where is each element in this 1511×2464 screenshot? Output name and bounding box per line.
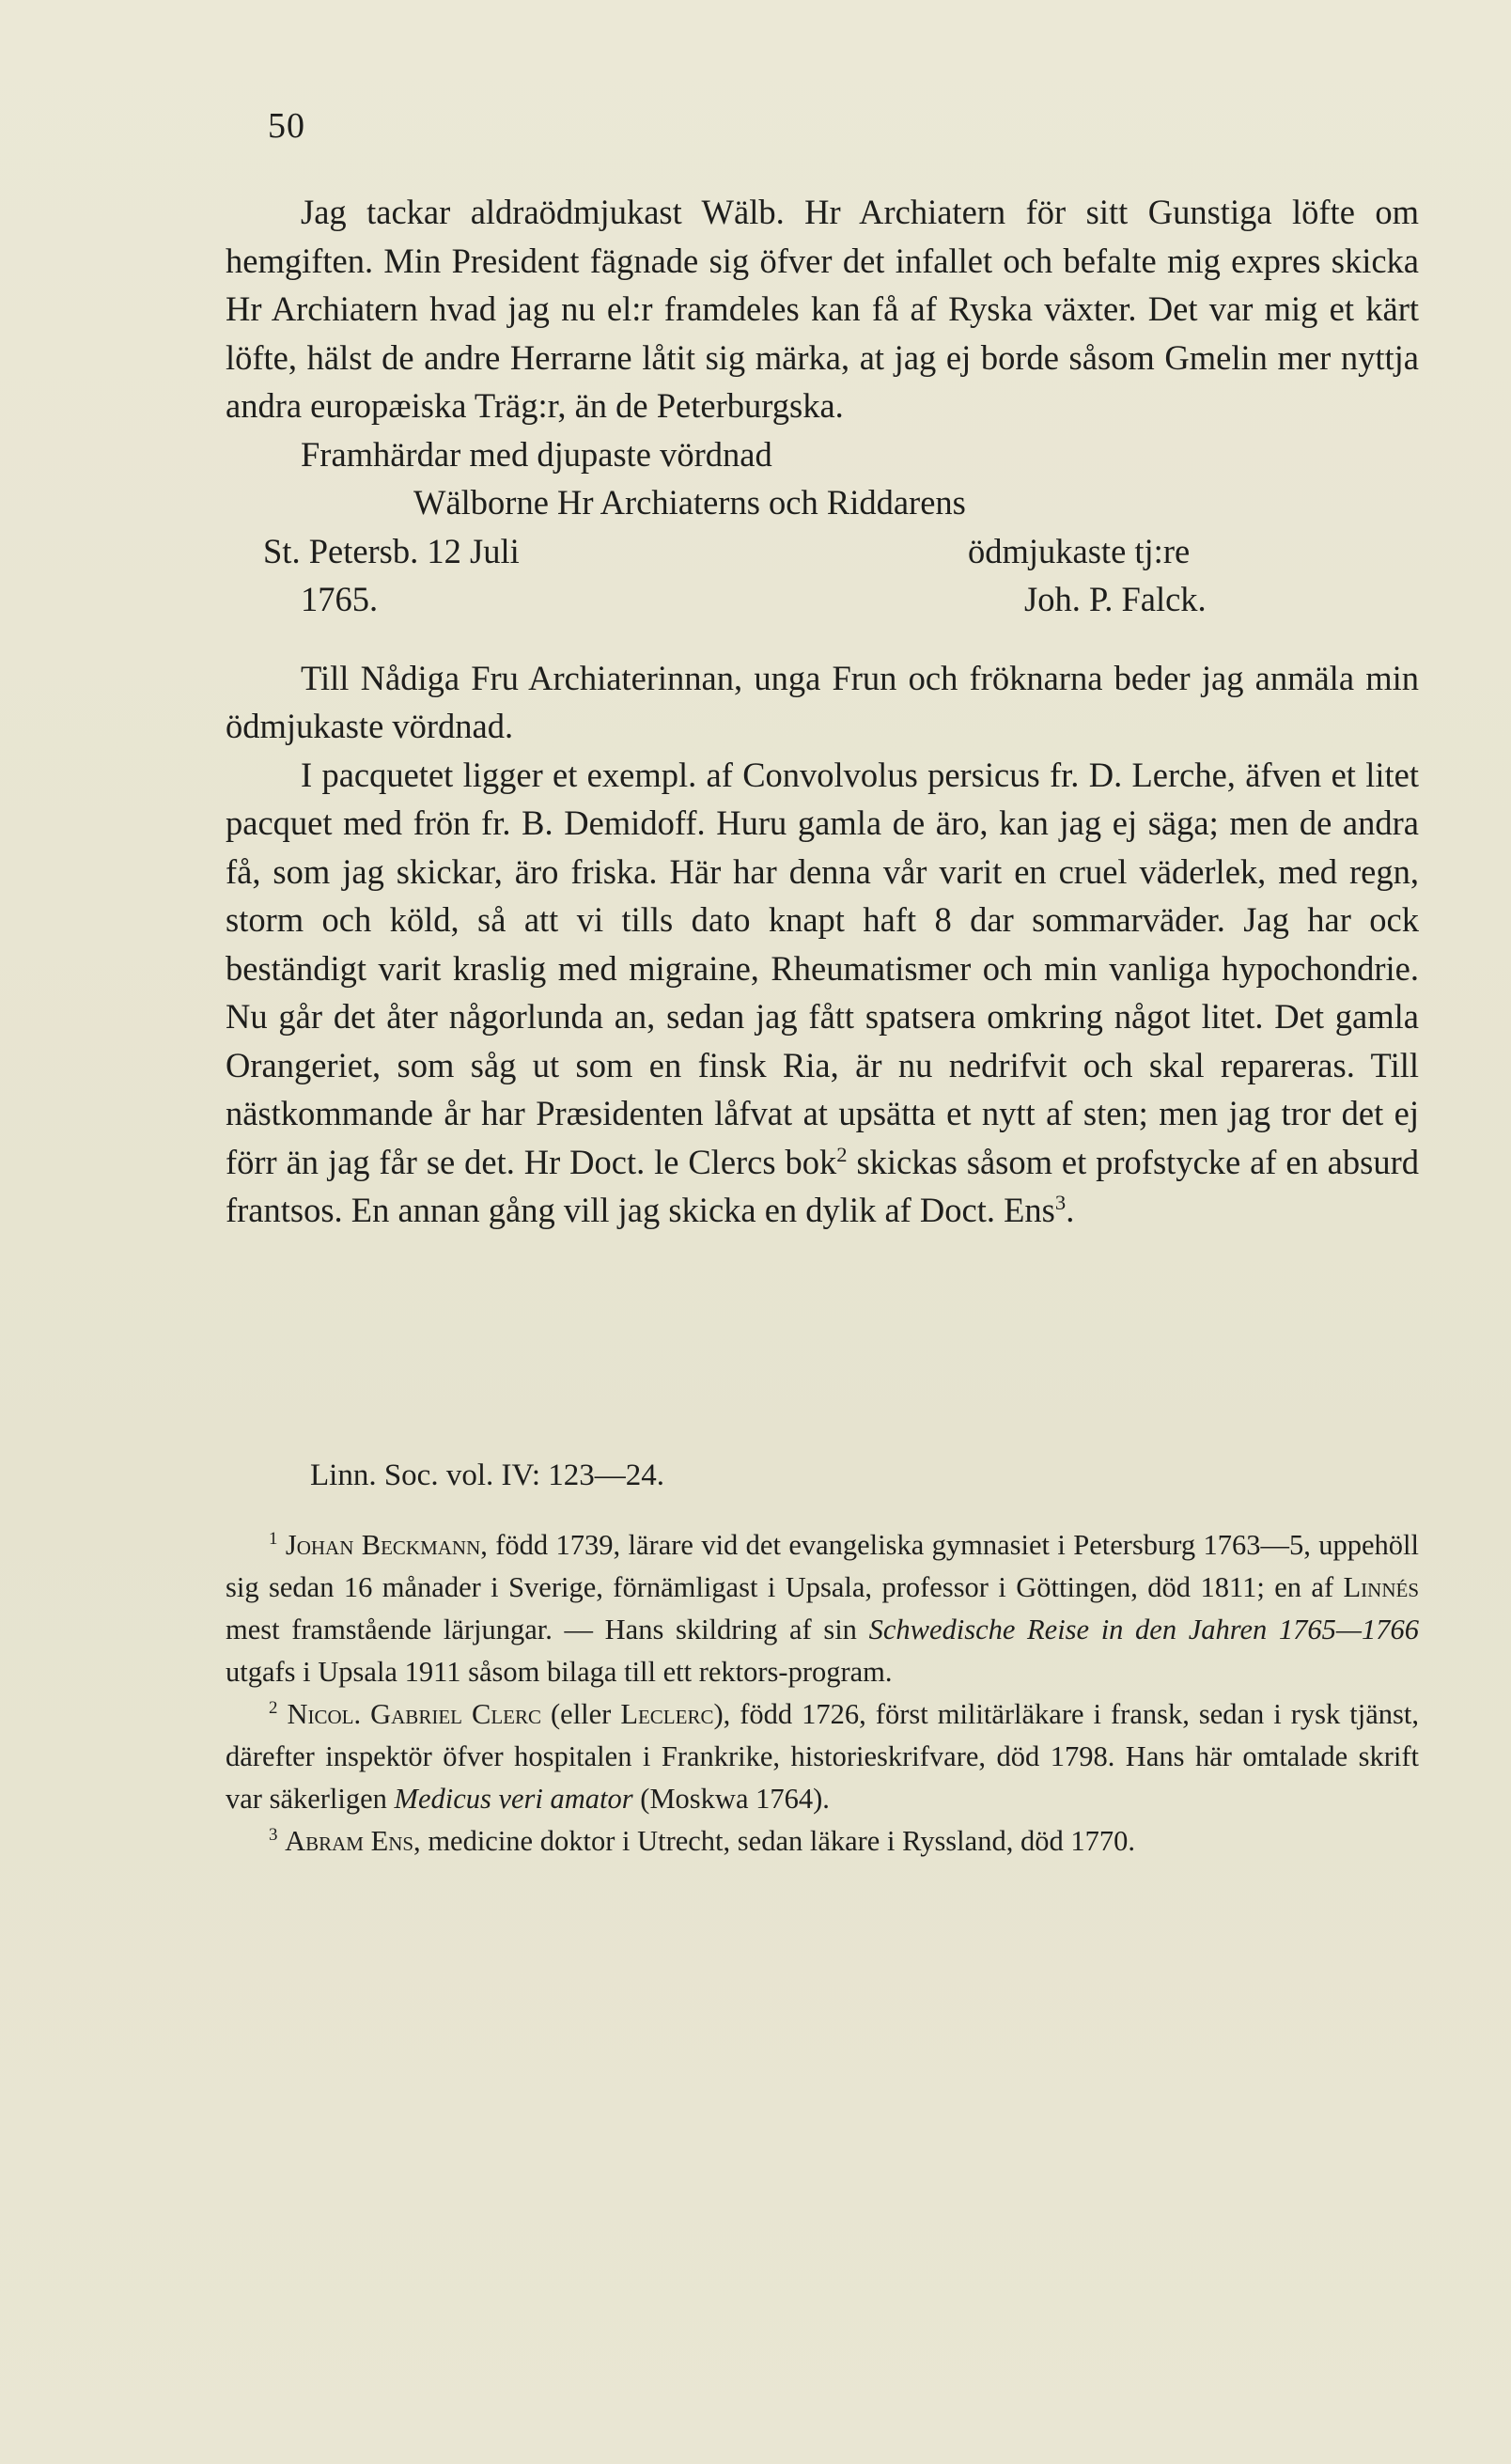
footnote-ref-3: 3 xyxy=(1054,1190,1067,1214)
footnote-2-text-b: ), född 1726, först militärläkare i fransk, sedan i rysk tjänst, därefter inspektör öfver hospitalen i Frankrike, historieskrifvare, död 1798. Hans här omtalade skrift var säkerligen xyxy=(226,1698,1420,1815)
place-date: St. Petersb. 12 Juli xyxy=(263,531,520,570)
footnote-1-person: Johan Beckmann, xyxy=(285,1529,488,1561)
footnote-3-person: Abram Ens, xyxy=(285,1825,421,1857)
footnote-2 xyxy=(226,1693,1419,1820)
signature-row-1 xyxy=(226,527,1419,576)
letter-body xyxy=(226,188,1419,1235)
footnote-1-text-a: född 1739, lärare vid det evangeliska gymnasiet i Petersburg 1763—5, uppehöll sig sedan 16 månader i Sverige, förnämligast i Upsala, professor i Göttingen, död 1811; en af xyxy=(226,1529,1420,1603)
signature-row-2 xyxy=(226,575,1419,624)
footnote-2-alt-name: Leclerc xyxy=(620,1698,714,1730)
footnote-3 xyxy=(226,1820,1419,1863)
footnote-1-book-title: Schwedische Reise in den Jahren 1765—1766 xyxy=(868,1614,1419,1645)
footnote-2-book-title: Medicus veri amator xyxy=(394,1783,633,1815)
footnote-ref-2: 2 xyxy=(836,1142,848,1166)
servant-line: ödmjukaste tj:re xyxy=(968,531,1191,570)
footnote-1-number: 1 xyxy=(269,1528,278,1549)
signature: Joh. P. Falck. xyxy=(1024,580,1207,618)
paragraph-3-text-a: I pacquetet ligger et exempl. af Convolvolus persicus fr. D. Lerche, äfven et litet pacquet med frön fr. B. Demidoff. Huru gamla de äro, kan jag ej säga; men de andra få, som jag skickar, äro friska. Här har denna vår varit en cruel väderlek, med regn, storm och köld, så att vi tills dato knapt haft 8 dar sommarväder. Jag har ock beständigt varit kraslig med migraine, Rheumatismer och min vanliga hypochondrie. Nu går det åter någorlunda an, sedan jag fått spatsera omkring något litet. Det gamla Orangeriet, som såg ut som en finsk Ria, är nu nedrifvit och skal repareras. Till nästkommande år har Præsidenten låfvat at upsätta et nytt af sten; men jag tror det ej förr än jag får se det. Hr Doct. le Clercs bok xyxy=(226,755,1419,1181)
letter-paragraph-2: Till Nådiga Fru Archiaterinnan, unga Frun och fröknarna beder jag anmäla min ödmjukaste vördnad. xyxy=(226,658,1419,745)
letter-paragraph-1: Jag tackar aldraödmjukast Wälb. Hr Archiatern för sitt Gunstiga löfte om hemgiften. Min President fägnade sig öfver det infallet och befalte mig expres skicka Hr Archiatern hvad jag nu el:r framdeles kan få af Ryska växter. Det var mig et kärt löfte, hälst de andre Herrarne låtit sig märka, at jag ej borde såsom Gmelin mer nyttja andra europæiska Träg:r, än de Peterburgska. xyxy=(226,193,1419,425)
footnote-3-text-a: medicine doktor i Utrecht, sedan läkare i Ryssland, död 1770. xyxy=(420,1825,1135,1857)
page-number: 50 xyxy=(268,106,305,146)
footnote-1 xyxy=(226,1524,1419,1693)
footnote-2-text-c: (Moskwa 1764). xyxy=(632,1783,830,1815)
footnote-1-linne: Linnés xyxy=(1343,1571,1419,1603)
closing-line-1: Framhärdar med djupaste vördnad xyxy=(301,434,772,474)
source-citation: Linn. Soc. vol. IV: 123—24. xyxy=(310,1458,665,1492)
year: 1765. xyxy=(301,580,379,618)
footnote-2-text-a: (eller xyxy=(541,1698,621,1730)
footnote-1-text-c: utgafs i Upsala 1911 såsom bilaga till ett rektors-program. xyxy=(226,1656,893,1688)
footnote-3-number: 3 xyxy=(269,1824,278,1845)
letter-paragraph-3 xyxy=(226,751,1419,1235)
paragraph-3-text-c: . xyxy=(1066,1191,1075,1229)
paragraph-3-text-b: skickas såsom et profstycke af en absurd frantsos. En annan gång vill jag skicka en dylik af Doct. Ens xyxy=(226,1142,1419,1229)
footnote-2-person: Nicol. Gabriel Clerc xyxy=(287,1698,541,1730)
footnote-2-number: 2 xyxy=(269,1697,278,1718)
footnotes xyxy=(226,1524,1419,1863)
footnote-1-text-b: mest framstående lärjungar. — Hans skildring af sin xyxy=(226,1614,869,1645)
closing-line-2: Wälborne Hr Archiaterns och Riddarens xyxy=(413,483,966,522)
